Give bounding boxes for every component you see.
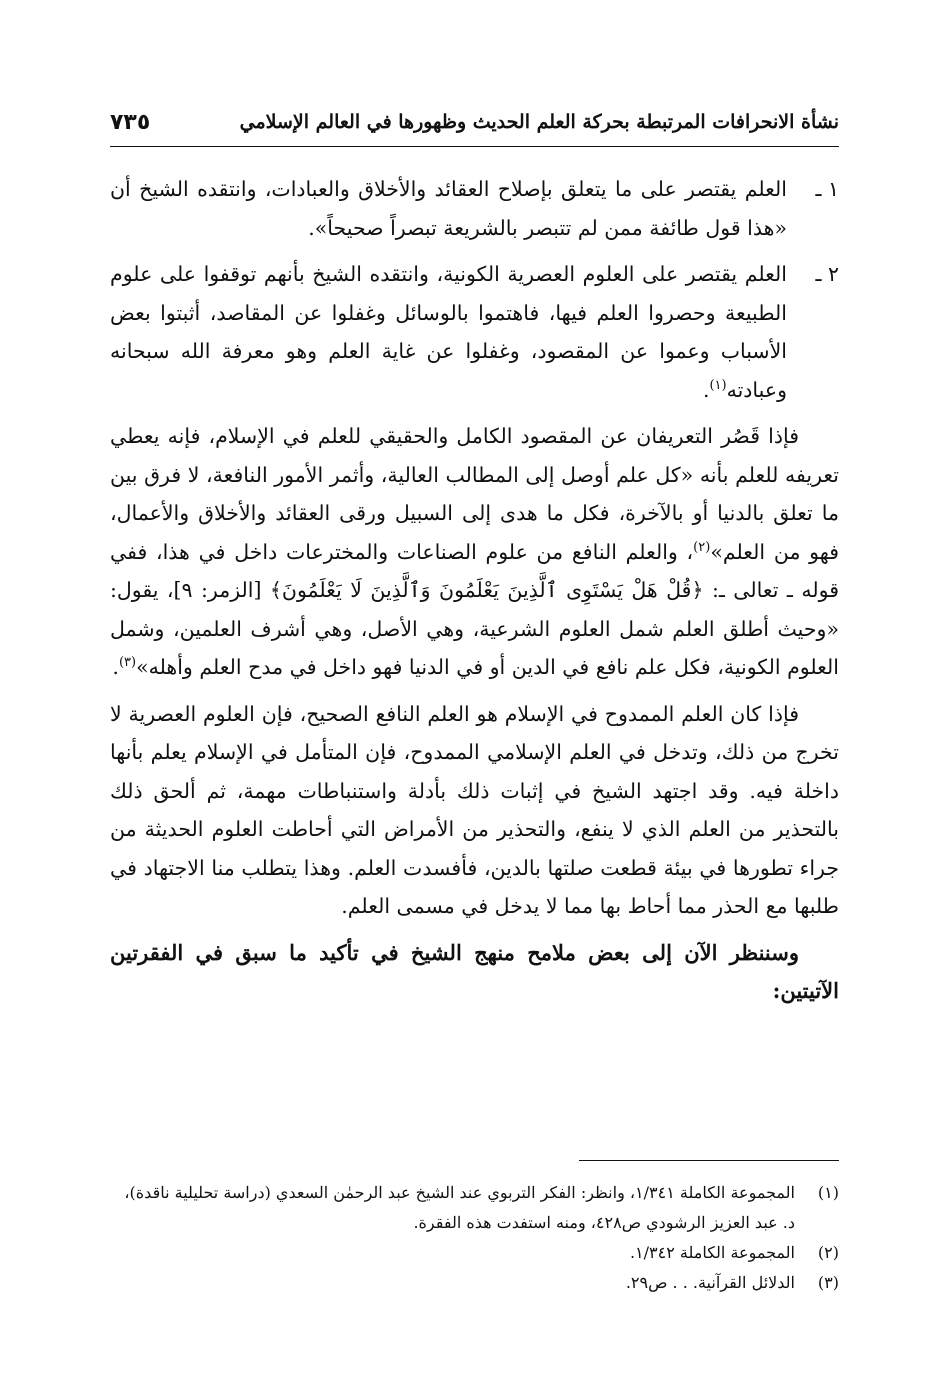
footnote-ref-1[interactable]: (١) bbox=[709, 377, 727, 393]
paragraph-transition bbox=[110, 934, 839, 1011]
main-text bbox=[110, 170, 839, 1019]
running-title: نشأة الانحرافات المرتبطة بحركة العلم الحديث وظهورها في العالم الإسلامي bbox=[239, 111, 839, 133]
paragraph-text: فإذا قَصُر التعريفان عن المقصود الكامل والحقيقي للعلم في الإسلام، فإنه يعطي تعريفه للعلم بأنه «كل علم أوصل إلى المطالب العالية، وأثمر الأمور النافعة، لا فرق بين ما تعلق بالدنيا أو بالآخرة، فكل ما هدى إلى السبيل ورقى العقائد والأخلاق والأعمال، فهو من العلم» bbox=[110, 424, 839, 564]
list-item-1 bbox=[110, 170, 839, 247]
footnote-number: (٢) bbox=[817, 1243, 839, 1262]
footnotes bbox=[110, 1178, 839, 1298]
footnote-rule bbox=[579, 1160, 839, 1161]
footnote-ref-3[interactable]: (٣) bbox=[118, 655, 137, 671]
footnote-1 bbox=[110, 1178, 839, 1238]
footnote-2 bbox=[110, 1238, 839, 1268]
paragraph-text: فإذا كان العلم الممدوح في الإسلام هو العلم النافع الصحيح، فإن العلوم العصرية لا تخرج من ذلك، وتدخل في العلم الإسلامي الممدوح، فإن المتأمل في الإسلام يعلم بأنها داخلة فيه. وقد اجتهد الشيخ في إثبات ذلك بأدلة واستنباطات مهمة، ثم ألحق ذلك بالتحذير من العلم الذي لا ينفع، والتحذير من الأمراض التي أحاطت العلوم الحديثة من جراء تطورها في بيئة قطعت صلتها بالدين، فأفسدت العلم. وهذا يتطلب منا الاجتهاد في طلبها مع الحذر مما أحاط بها مما لا يدخل في مسمى العلم. bbox=[110, 701, 839, 918]
list-item-body bbox=[110, 255, 787, 409]
list-item-text: العلم يقتصر على العلوم العصرية الكونية، وانتقده الشيخ بأنهم توقفوا على علوم الطبيعة وحصروا العلم فيها، فاهتموا بالوسائل وغفلوا عن المقاصد، أثبتوا بعض الأسباب وعموا عن المقصود، وغفلوا عن غاية العلم وهو معرفة الله سبحانه وعبادته bbox=[110, 262, 787, 402]
footnote-text: المجموعة الكاملة ١/٣٤١، وانظر: الفكر التربوي عند الشيخ عبد الرحمٰن السعدي (دراسة تحليلية ناقدة)، د. عبد العزيز الرشودي ص٤٢٨، ومنه استفدت هذه الفقرة. bbox=[124, 1183, 795, 1232]
paragraph-modern-sciences bbox=[110, 695, 839, 926]
footnote-text: المجموعة الكاملة ١/٣٤٢. bbox=[629, 1243, 795, 1262]
paragraph-definition bbox=[110, 417, 839, 687]
paragraph-text: وسننظر الآن إلى بعض ملامح منهج الشيخ في تأكيد ما سبق في الفقرتين الآتيتين: bbox=[110, 939, 839, 1003]
footnote-number: (١) bbox=[817, 1183, 839, 1202]
footnote-ref-2[interactable]: (٢) bbox=[693, 539, 711, 555]
page-header bbox=[110, 100, 839, 144]
list-item-text: العلم يقتصر على ما يتعلق بإصلاح العقائد والأخلاق والعبادات، وانتقده الشيخ أن «هذا قول طائفة ممن لم تتبصر بالشريعة تبصراً صحيحاً». bbox=[110, 177, 787, 240]
sentence-end: . bbox=[112, 655, 119, 679]
sentence-end: . bbox=[702, 377, 710, 402]
footnote-3 bbox=[110, 1268, 839, 1298]
header-rule bbox=[110, 146, 839, 147]
paragraph-text: ، والعلم النافع من علوم الصناعات والمخترعات داخل في هذا، ففي قوله ـ تعالى ـ: ﴿قُلْ هَلْ يَسْتَوِى ٱلَّذِينَ يَعْلَمُونَ وَٱلَّذِينَ لَا يَعْلَمُونَ﴾ [الزمر: ٩]، يقول: «وحيث أطلق العلم شمل العلوم الشرعية، وهي الأصل، وهي أشرف العلمين، وشمل العلوم الكونية، فكل علم نافع في الدين أو في الدنيا فهو داخل في مدح العلم وأهله» bbox=[110, 539, 839, 679]
list-item-number: ٢ ـ bbox=[815, 262, 839, 286]
list-item-number: ١ ـ bbox=[815, 177, 839, 201]
footnote-text: الدلائل القرآنية. . . ص٢٩. bbox=[625, 1273, 795, 1292]
page-number: ٧٣٥ bbox=[110, 109, 151, 135]
footnote-number: (٣) bbox=[817, 1273, 839, 1292]
list-item-2 bbox=[110, 255, 839, 409]
